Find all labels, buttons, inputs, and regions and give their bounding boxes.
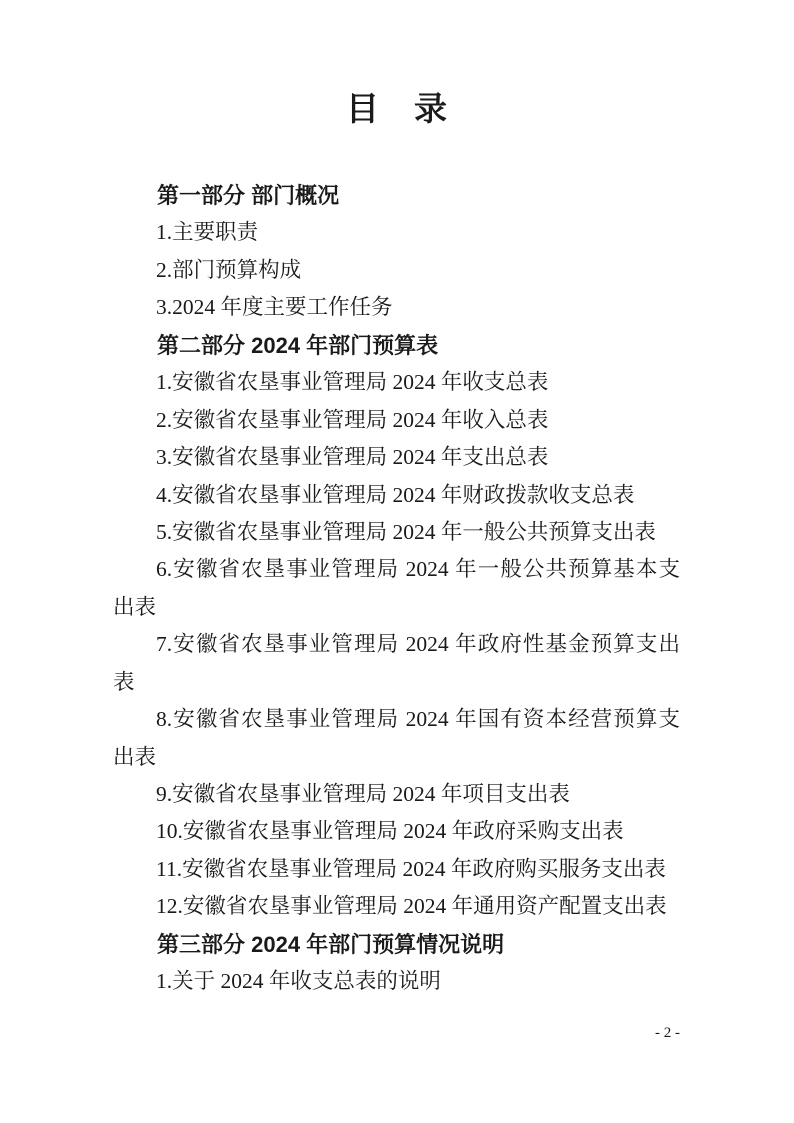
toc-line: 出表 <box>113 594 157 619</box>
toc-section-heading: 第三部分 2024 年部门预算情况说明 <box>157 931 505 957</box>
toc-line: 4.安徽省农垦事业管理局 2024 年财政拨款收支总表 <box>156 482 635 507</box>
toc-line: 8.安徽省农垦事业管理局 2024 年国有资本经营预算支 <box>156 707 680 732</box>
page-number: - 2 - <box>655 1025 680 1041</box>
page-title: 目 录 <box>346 92 448 128</box>
toc-line: 7.安徽省农垦事业管理局 2024 年政府性基金预算支出 <box>156 632 680 657</box>
toc-list <box>113 177 680 1001</box>
toc-line: 表 <box>113 669 135 694</box>
toc-line: 5.安徽省农垦事业管理局 2024 年一般公共预算支出表 <box>156 519 656 544</box>
toc-section-heading: 第二部分 2024 年部门预算表 <box>157 332 439 358</box>
toc-line: 10.安徽省农垦事业管理局 2024 年政府采购支出表 <box>156 819 624 844</box>
toc-section-heading: 第一部分 部门概况 <box>157 183 340 208</box>
toc-line: 1.安徽省农垦事业管理局 2024 年收支总表 <box>156 370 549 395</box>
toc-line: 3.2024 年度主要工作任务 <box>156 295 393 320</box>
toc-line: 2.安徽省农垦事业管理局 2024 年收入总表 <box>156 407 549 432</box>
toc-line: 12.安徽省农垦事业管理局 2024 年通用资产配置支出表 <box>156 894 667 919</box>
toc-line: 6.安徽省农垦事业管理局 2024 年一般公共预算基本支 <box>156 557 680 582</box>
toc-line: 出表 <box>113 744 157 769</box>
toc-line: 11.安徽省农垦事业管理局 2024 年政府购买服务支出表 <box>156 856 666 881</box>
toc-line: 1.主要职责 <box>156 220 259 245</box>
toc-line: 3.安徽省农垦事业管理局 2024 年支出总表 <box>156 445 549 470</box>
toc-line: 9.安徽省农垦事业管理局 2024 年项目支出表 <box>156 782 570 806</box>
toc-line: 2.部门预算构成 <box>156 257 302 282</box>
toc-line: 1.关于 2024 年收支总表的说明 <box>156 969 441 994</box>
